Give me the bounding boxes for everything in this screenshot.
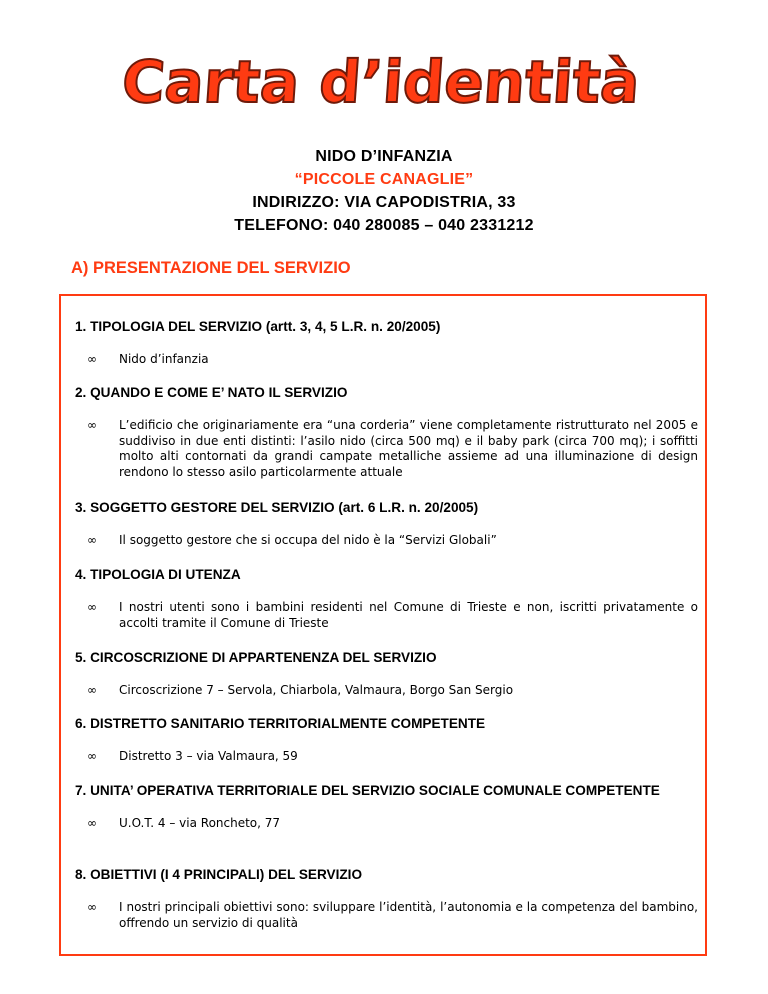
- infinity-bullet-icon: ∞: [87, 600, 97, 614]
- service-info-box: [59, 294, 707, 956]
- item-title: 1. TIPOLOGIA DEL SERVIZIO (artt. 3, 4, 5 L.R. n. 20/2005): [75, 319, 441, 334]
- list-item: [75, 816, 698, 832]
- info-item: [75, 566, 698, 631]
- section-title: A) PRESENTAZIONE DEL SERVIZIO: [71, 259, 351, 277]
- item-title: 2. QUANDO E COME E’ NATO IL SERVIZIO: [75, 385, 348, 400]
- info-item: [75, 384, 698, 480]
- infinity-bullet-icon: ∞: [87, 533, 97, 547]
- item-title: 5. CIRCOSCRIZIONE DI APPARTENENZA DEL SERVIZIO: [75, 650, 437, 665]
- item-title: 3. SOGGETTO GESTORE DEL SERVIZIO (art. 6 L.R. n. 20/2005): [75, 500, 479, 515]
- item-title: 8. OBIETTIVI (I 4 PRINCIPALI) DEL SERVIZIO: [75, 867, 363, 882]
- infinity-bullet-icon: ∞: [87, 352, 97, 366]
- infinity-bullet-icon: ∞: [87, 683, 97, 697]
- list-item: [75, 900, 698, 931]
- item-text: U.O.T. 4 – via Roncheto, 77: [119, 816, 281, 830]
- infinity-bullet-icon: ∞: [87, 749, 97, 763]
- info-item: [75, 866, 698, 931]
- item-text: L’edificio che originariamente era “una corderia” viene completamente ristrutturato nel 2005 e suddiviso in due enti distinti: l’asilo nido (circa 500 mq) e il baby park (circa 700 mq); i soffitti molto alti contornati da grandi campate metalliche assieme ad una illuminazione di design rendono lo stesso asilo particolarmente attuale: [119, 418, 698, 479]
- list-item: [75, 600, 698, 631]
- info-item: [75, 649, 698, 699]
- item-text: I nostri principali obiettivi sono: sviluppare l’identità, l’autonomia e la competenza del bambino, offrendo un servizio di qualità: [119, 900, 698, 930]
- title-logo-text: Carta d’identità: [119, 48, 642, 116]
- list-item: [75, 533, 698, 549]
- list-item: [75, 352, 698, 368]
- info-item: [75, 318, 698, 368]
- title-logo: [0, 38, 768, 122]
- nursery-type: NIDO D’INFANZIA: [315, 148, 453, 165]
- list-item: [75, 418, 698, 480]
- nursery-name: “PICCOLE CANAGLIE”: [294, 171, 474, 188]
- item-title: 4. TIPOLOGIA DI UTENZA: [75, 567, 241, 582]
- infinity-bullet-icon: ∞: [87, 816, 97, 830]
- item-text: Il soggetto gestore che si occupa del nido è la “Servizi Globali”: [119, 533, 497, 547]
- nursery-header: [0, 145, 768, 237]
- title-logo-art: [84, 38, 684, 122]
- info-item: [75, 782, 698, 832]
- item-text: I nostri utenti sono i bambini residenti nel Comune di Trieste e non, iscritti privatamente o accolti tramite il Comune di Trieste: [119, 600, 698, 630]
- nursery-phone: TELEFONO: 040 280085 – 040 2331212: [234, 217, 534, 234]
- infinity-bullet-icon: ∞: [87, 900, 97, 914]
- item-text: Distretto 3 – via Valmaura, 59: [119, 749, 298, 763]
- list-item: [75, 683, 698, 699]
- item-text: Circoscrizione 7 – Servola, Chiarbola, Valmaura, Borgo San Sergio: [119, 683, 514, 697]
- item-title: 7. UNITA’ OPERATIVA TERRITORIALE DEL SERVIZIO SOCIALE COMUNALE COMPETENTE: [75, 783, 660, 798]
- infinity-bullet-icon: ∞: [87, 418, 97, 432]
- item-text: Nido d’infanzia: [119, 352, 209, 366]
- item-title: 6. DISTRETTO SANITARIO TERRITORIALMENTE COMPETENTE: [75, 716, 486, 731]
- nursery-address: INDIRIZZO: VIA CAPODISTRIA, 33: [252, 194, 516, 211]
- info-item: [75, 499, 698, 549]
- info-item: [75, 715, 698, 765]
- list-item: [75, 749, 698, 765]
